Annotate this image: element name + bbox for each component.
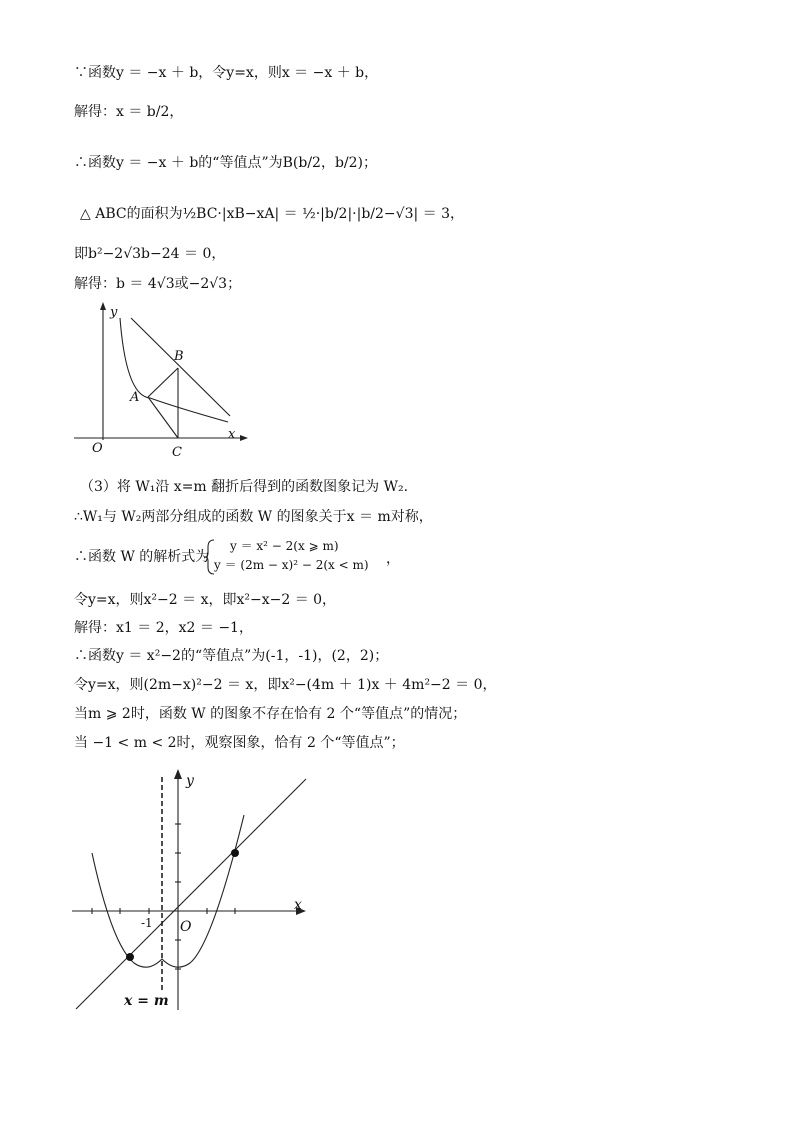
fig2-y-label: y [186, 773, 194, 789]
line-4: △ ABC的面积为½BC·|xB−xA| ＝ ½·|b/2|·|b/2−√3| ＝ 3， [80, 206, 464, 222]
line-10: 令y=x，则x²−2 ＝ x，即x²−x−2 ＝ 0， [74, 592, 337, 608]
fig2-x-label: x [294, 897, 302, 913]
figure-2-parabola-reflection [68, 765, 318, 1015]
line-13: 令y=x，则(2m−x)²−2 ＝ x，即x²−(4m ＋ 1)x ＋ 4m²−2 ＝ 0， [74, 677, 497, 693]
fig1-line [131, 318, 230, 416]
line-1: ∵函数y ＝ −x ＋ b，令y=x，则x ＝ −x ＋ b， [74, 65, 379, 81]
fig1-x-label: x [228, 427, 236, 442]
fig1-origin-label: O [92, 441, 103, 456]
fig1-label-a: A [130, 390, 140, 405]
line-11: 解得：x1 ＝ 2，x2 ＝ −1， [74, 620, 253, 636]
line-6: 解得：b ＝ 4√3或−2√3； [74, 276, 242, 292]
fig1-hyperbola [120, 318, 228, 422]
fig2-curve-w [92, 815, 244, 967]
fig2-point-2 [231, 849, 239, 857]
fig1-segment-ab [148, 368, 178, 397]
line-15: 当 −1 < m < 2时，观察图象，恰有 2 个“等值点”； [74, 735, 405, 751]
line-9-suffix: ， [386, 551, 400, 567]
line-5: 即b²−2√3b−24 ＝ 0， [74, 246, 226, 262]
fig2-line-y-eq-x [76, 779, 306, 1009]
fig2-origin-label: O [180, 919, 192, 935]
fig1-segment-ac [148, 397, 178, 438]
fig1-y-label: y [110, 305, 118, 320]
fig1-label-c: C [172, 445, 182, 460]
fig2-neg1-label: -1 [141, 916, 153, 930]
line-8: ∴W₁与 W₂两部分组成的函数 W 的图象关于x ＝ m对称， [74, 509, 433, 525]
line-3: ∴函数y ＝ −x ＋ b的“等值点”为B(b/2，b/2)； [74, 155, 377, 171]
fig2-xm-label: x = m [124, 993, 169, 1009]
fig1-label-b: B [174, 349, 184, 364]
line-2: 解得：x ＝ b/2， [74, 104, 184, 120]
line-9-prefix: ∴函数 W 的解析式为 [74, 549, 210, 565]
piecewise-case-2: y ＝ (2m − x)² − 2(x < m) [214, 558, 369, 572]
piecewise-case-1: y ＝ x² − 2(x ⩾ m) [230, 539, 339, 553]
line-12: ∴函数y ＝ x²−2的“等值点”为(-1，-1)，(2，2)； [74, 648, 389, 664]
figure-1-hyperbola-line [68, 300, 258, 465]
line-14: 当m ⩾ 2时，函数 W 的图象不存在恰有 2 个“等值点”的情况； [74, 706, 467, 722]
fig2-point-neg1 [126, 953, 134, 961]
line-7: （3）将 W₁沿 x=m 翻折后得到的函数图象记为 W₂. [80, 479, 409, 495]
